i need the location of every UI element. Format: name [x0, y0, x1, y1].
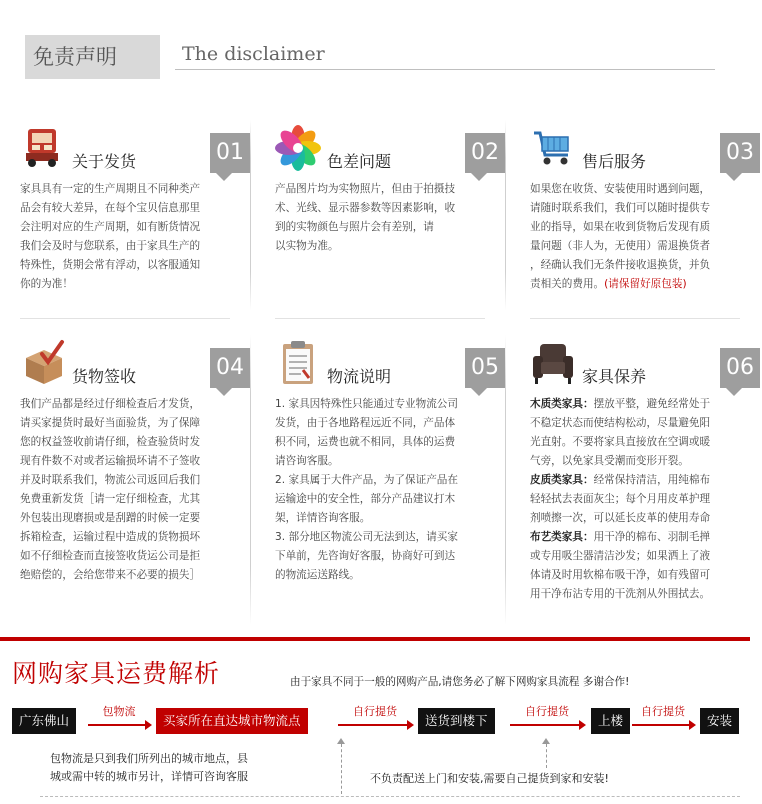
- card-text-line: 积不同，运费也就不相同，具体的运费: [275, 436, 456, 448]
- arrow-line: [338, 724, 412, 726]
- step-deliver-downstairs: 送货到楼下: [418, 708, 495, 734]
- card-text-line: 我们会及时与您联系，由于家具生产的: [20, 240, 201, 252]
- card-number-badge: 01: [210, 133, 250, 173]
- header-title-cn: 免责声明: [25, 35, 160, 79]
- card-text-line: 不稳定状态而使结构松动，尽量避免阳: [530, 417, 711, 429]
- color-wheel-icon: [275, 125, 321, 171]
- freight-top-bar: [0, 637, 750, 641]
- card-number-badge: 03: [720, 133, 760, 173]
- card-text-line: 运输途中的安全性，部分产品建议打木: [275, 493, 456, 505]
- card-text-line: 光直射。不要将家具直接放在空调或暖: [530, 436, 711, 448]
- arrow-label: 包物流: [102, 705, 136, 718]
- card-text-line: 品会有较大差异，在每个宝贝信息那里: [20, 202, 201, 214]
- card-body: [20, 180, 252, 294]
- divider-horizontal: [20, 318, 230, 319]
- card-text-segment: 摆放平整，避免经常处于: [593, 398, 711, 410]
- card-text-line: 您的权益签收前请仔细，检查验货时发: [20, 436, 201, 448]
- arrow-logistics: [88, 705, 150, 735]
- card-text-line: 剂喷擦一次，可以延长皮革的使用寿命: [530, 512, 711, 524]
- card-title: 家具保养: [582, 367, 647, 386]
- card-text-line: 或专用吸尘器清洁沙发；如果洒上了液: [530, 550, 711, 562]
- card-number-badge: 02: [465, 133, 505, 173]
- arrow-line: [88, 724, 150, 726]
- card-text-line: 免费重新发货［请一定仔细检查，尤其: [20, 493, 201, 505]
- card-text-line: 下单前，先咨询好客服，协商好可到达: [275, 550, 456, 562]
- card-text-line: 发货，由于各地路程远近不同，产品体: [275, 417, 456, 429]
- card-text-line: 3. 部分地区物流公司无法到达，请买家: [275, 531, 458, 543]
- card-text-line: 用干净布沾专用的干洗剂从外围拭去。: [530, 588, 711, 600]
- arrow-self-pickup: [510, 705, 584, 735]
- card-color-difference: [275, 125, 507, 256]
- step-foshan: 广东佛山: [12, 708, 76, 734]
- card-text-line: 轻轻拭去表面灰尘；每个月用皮革护理: [530, 493, 711, 505]
- pointer-dash: [341, 744, 342, 794]
- step-city-logistics-point: 买家所在直达城市物流点: [156, 708, 308, 734]
- arrow-self-pickup: [632, 705, 694, 735]
- logistics-note: [50, 750, 330, 786]
- note-line: 城或需中转的城市另计，详情可咨询客服: [50, 770, 248, 783]
- card-text-line: 术、光线、显示器参数等因素影响，收: [275, 202, 456, 214]
- package-check-icon: [20, 340, 66, 386]
- arrow-line: [632, 724, 694, 726]
- card-body: [530, 180, 762, 294]
- card-text-line: [530, 528, 762, 547]
- card-text-line: 的物流运送路线。: [275, 569, 360, 581]
- card-title: 售后服务: [582, 152, 647, 171]
- card-text-line: 产品图片均为实物照片，但由于拍摄技: [275, 183, 456, 195]
- step-upstairs: 上楼: [591, 708, 630, 734]
- card-number-badge: 04: [210, 348, 250, 388]
- card-text-line: 拆箱检查，运输过程中造成的货物损坏: [20, 531, 201, 543]
- care-label-fabric: 布艺类家具：: [530, 531, 594, 543]
- freight-title: 网购家具运费解析: [12, 659, 221, 688]
- card-text-line: 绝赔偿的，会给您带来不必要的损失］: [20, 569, 201, 581]
- card-text-line: [530, 275, 762, 294]
- arrow-label: 自行提货: [353, 705, 397, 718]
- card-body: [275, 180, 507, 256]
- card-text-segment: 经常保持清洁，用纯棉布: [593, 474, 711, 486]
- card-text-line: ，经确认我们无条件接收退换货，并负: [530, 259, 711, 271]
- card-number-badge: 05: [465, 348, 505, 388]
- card-title: 物流说明: [327, 367, 392, 386]
- card-body: [530, 395, 762, 604]
- shopping-cart-icon: [530, 125, 576, 171]
- card-shipping: [20, 125, 252, 294]
- card-text-line: 请随时联系我们，我们可以随时提供专: [530, 202, 711, 214]
- card-after-sales: [530, 125, 762, 294]
- step-install: 安装: [700, 708, 739, 734]
- arrow-line: [510, 724, 584, 726]
- card-text-segment: 责相关的费用。: [530, 278, 605, 290]
- card-text-line: 量问题（非人为，无使用）需退换货者: [530, 240, 711, 252]
- packaging-note: (请保留好原包装): [604, 278, 687, 290]
- card-text-line: 1. 家具因特殊性只能通过专业物流公司: [275, 398, 458, 410]
- card-text-line: 请买家提货时最好当面验货，为了保障: [20, 417, 201, 429]
- card-text-line: 2. 家具属于大件产品，为了保证产品在: [275, 474, 458, 486]
- card-text-line: 如不仔细检查而直接签收货运公司是拒: [20, 550, 201, 562]
- card-text-line: 如果您在收货、安装使用时遇到问题，: [530, 183, 711, 195]
- card-text-line: 业的指导，如果在收到货物后发现有质: [530, 221, 711, 233]
- card-text-line: 家具具有一定的生产周期且不同种类产: [20, 183, 201, 195]
- card-text-line: 特殊性，货期会常有浮动，以客服通知: [20, 259, 201, 271]
- care-label-wood: 木质类家具：: [530, 398, 594, 410]
- card-title: 货物签收: [72, 367, 137, 386]
- card-text-line: 你的为准！: [20, 278, 73, 290]
- divider-horizontal: [275, 318, 485, 319]
- card-goods-receipt: [20, 340, 252, 585]
- care-label-leather: 皮质类家具：: [530, 474, 594, 486]
- divider-horizontal: [530, 318, 740, 319]
- bottom-dashed-line: [40, 796, 740, 797]
- pickup-note: 不负责配送上门和安装,需要自己提货到家和安装!: [370, 772, 609, 785]
- card-text-line: [530, 471, 762, 490]
- card-body: [275, 395, 507, 585]
- header-title-en: The disclaimer: [182, 43, 325, 65]
- header-underline: [175, 69, 715, 70]
- delivery-truck-icon: [20, 125, 66, 171]
- card-text-line: 请咨询客服。: [275, 455, 339, 467]
- disclaimer-header: [0, 0, 750, 95]
- card-text-line: 并及时联系我们，物流公司返回后我们: [20, 474, 201, 486]
- card-text-line: 外包装出现磨损或是刮蹭的时候一定要: [20, 512, 201, 524]
- card-text-line: 架，详情咨询客服。: [275, 512, 371, 524]
- card-number-badge: 06: [720, 348, 760, 388]
- card-text-line: 体请及时用软棉布吸干净，如有残留可: [530, 569, 711, 581]
- pointer-dash: [546, 744, 547, 768]
- card-body: [20, 395, 252, 585]
- card-furniture-care: [530, 340, 762, 604]
- card-logistics: [275, 340, 507, 585]
- arrow-label: 自行提货: [525, 705, 569, 718]
- arrow-label: 自行提货: [641, 705, 685, 718]
- card-text-segment: 用干净的棉布、羽制毛掸: [593, 531, 711, 543]
- armchair-icon: [530, 340, 576, 386]
- card-title: 色差问题: [327, 152, 392, 171]
- note-line: 包物流是只到我们所列出的城市地点，县: [50, 752, 248, 765]
- freight-subtitle: 由于家具不同于一般的网购产品,请您务必了解下网购家具流程 多谢合作!: [290, 676, 630, 688]
- clipboard-icon: [275, 340, 321, 386]
- card-title: 关于发货: [72, 152, 137, 171]
- card-text-line: 会注明对应的生产周期，如有断货情况: [20, 221, 201, 233]
- card-text-line: 我们产品都是经过仔细检查后才发货，: [20, 398, 201, 410]
- card-text-line: [530, 395, 762, 414]
- card-text-line: 现有件数不对或者运输损坏请不子签收: [20, 455, 201, 467]
- card-text-line: 气旁，以免家具受潮而变形开裂。: [530, 455, 689, 467]
- arrow-self-pickup: [338, 705, 412, 735]
- card-text-line: 到的实物颜色与照片会有差别，请: [275, 221, 434, 233]
- card-text-line: 以实物为准。: [275, 240, 339, 252]
